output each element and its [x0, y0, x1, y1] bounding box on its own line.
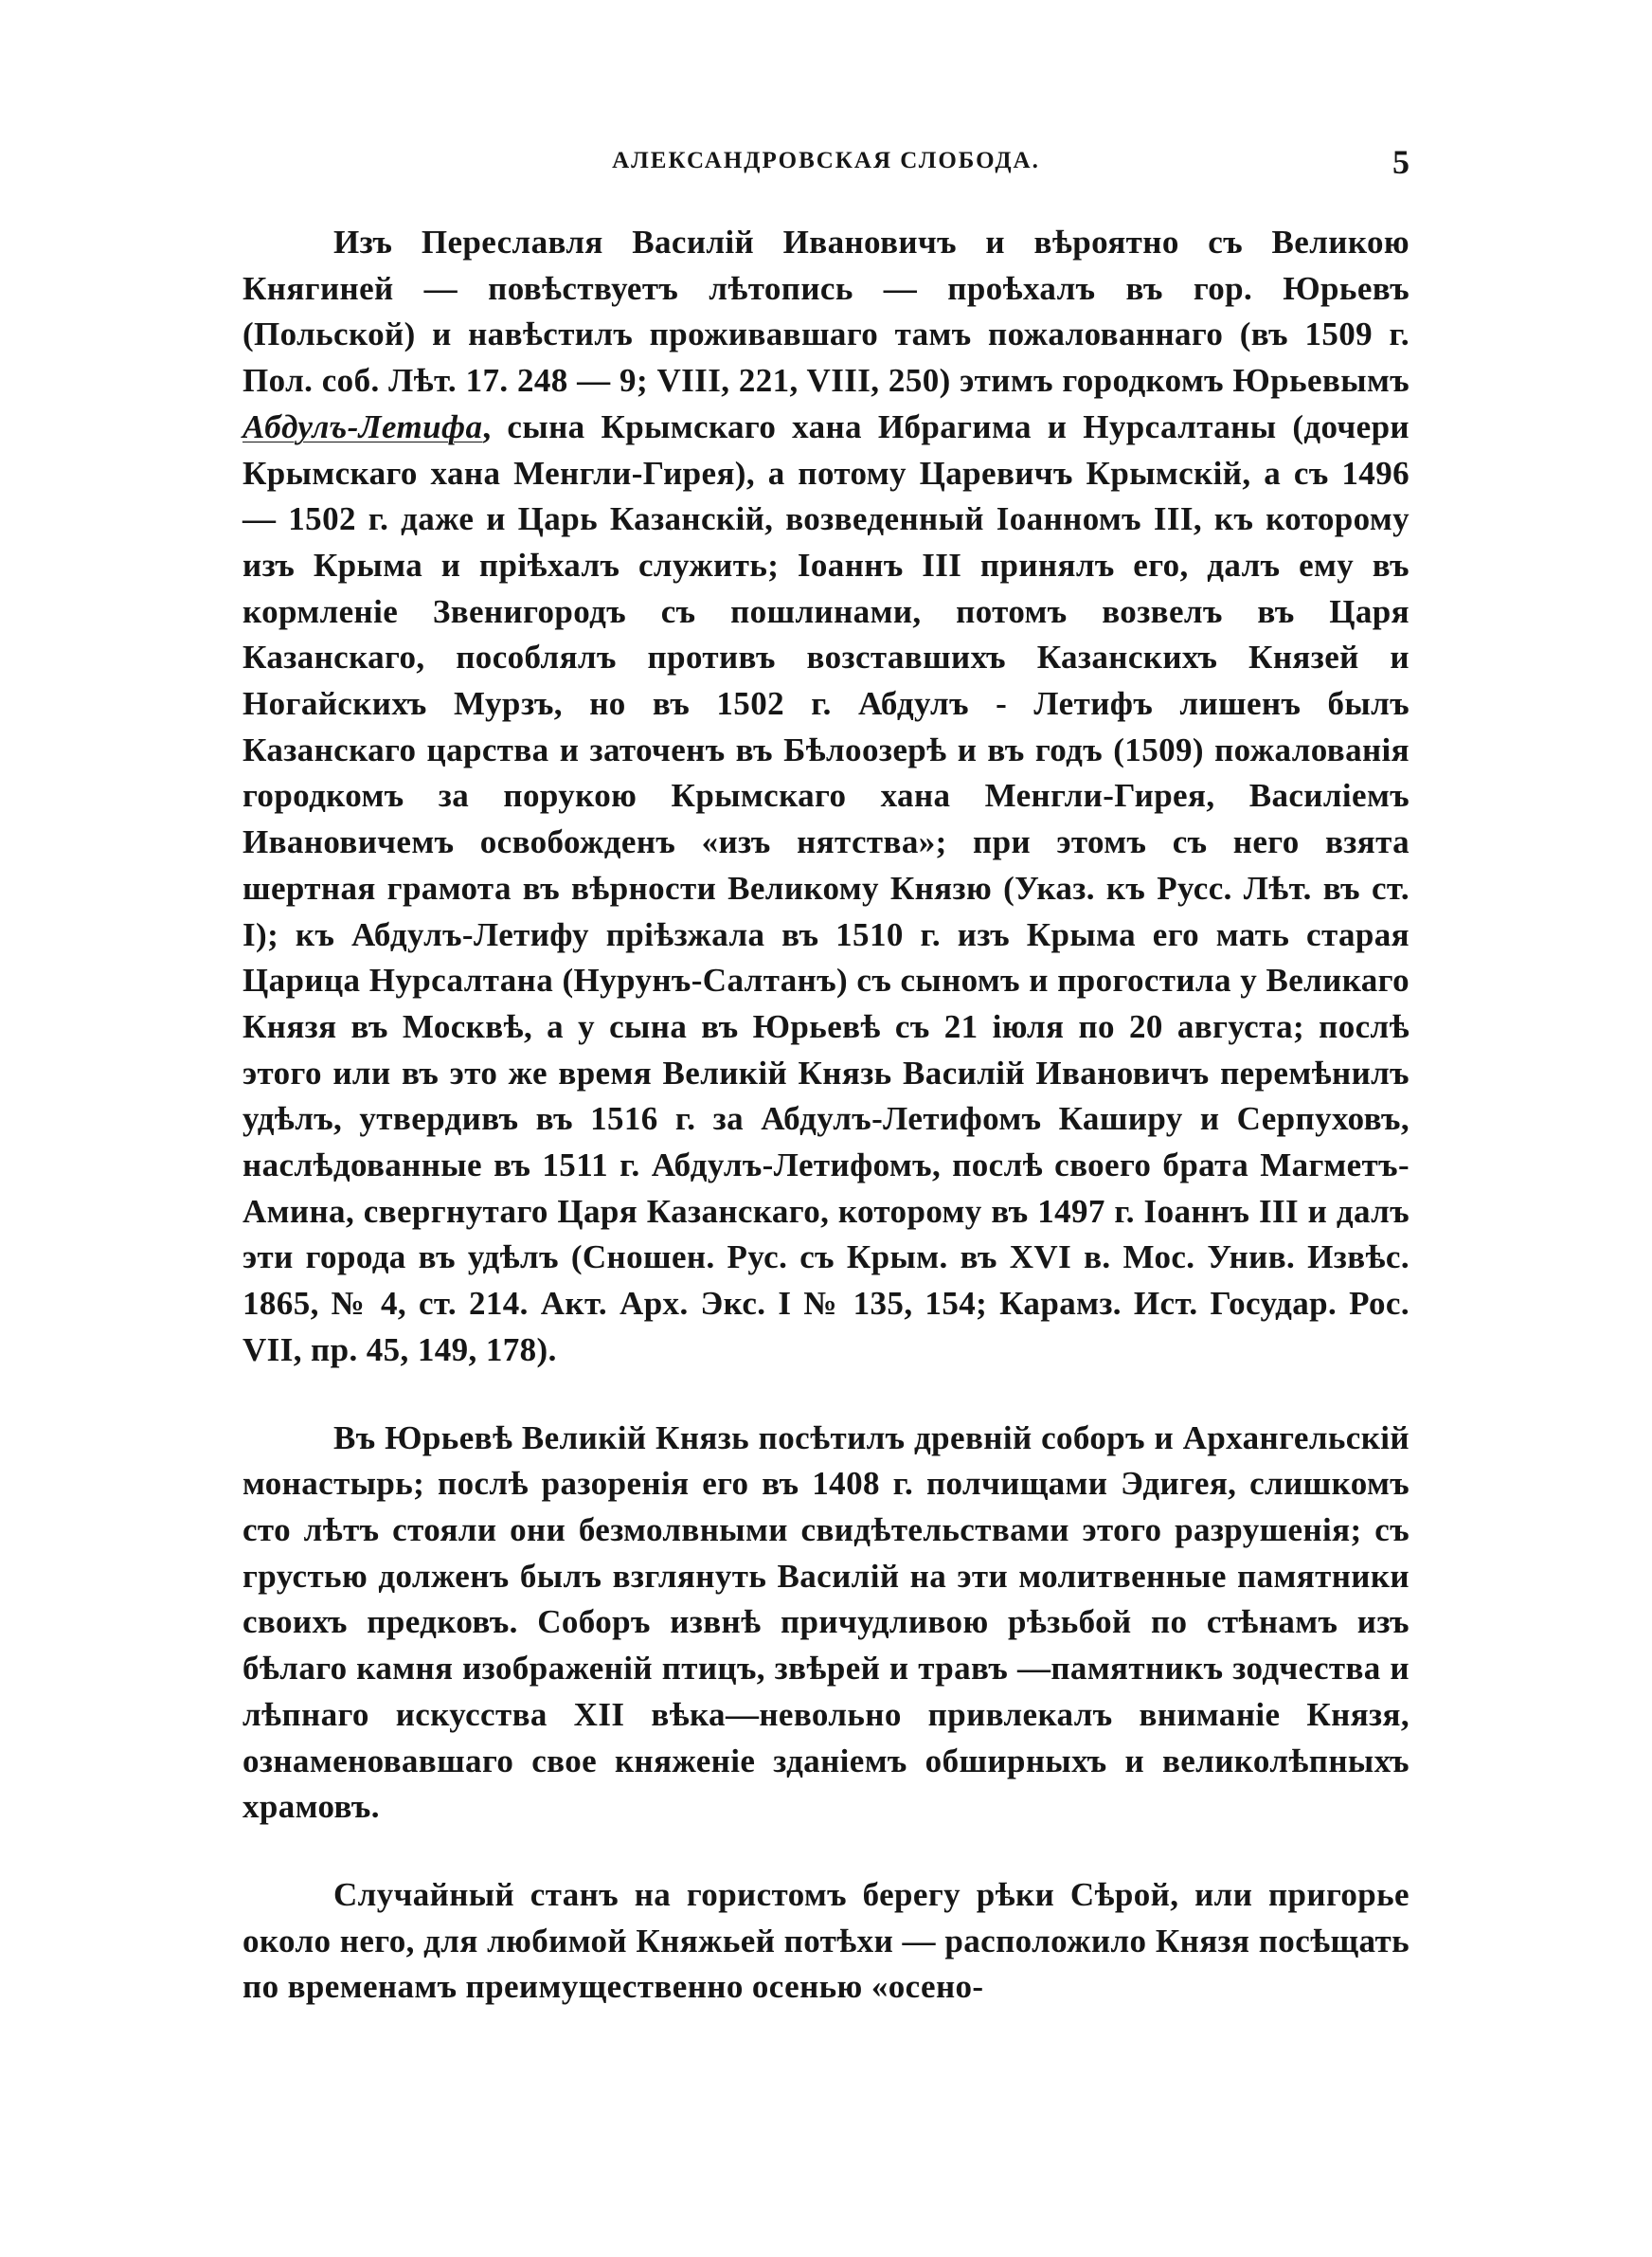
paragraph-1	[242, 220, 1410, 1374]
page-number: 5	[1392, 143, 1410, 181]
paragraph-1-text-a: Изъ Переславля Василій Ивановичъ и вѣроятно съ Великою Княгиней — повѣствуетъ лѣтопись — проѣхалъ въ гор. Юрьевъ (Польской) и навѣстилъ проживавшаго тамъ пожалованнаго (въ 1509 г. Пол. соб. Лѣт. 17. 248 — 9; VIII, 221, VIII, 250) этимъ городкомъ Юрьевымъ	[242, 224, 1410, 400]
body-text	[242, 220, 1410, 2011]
paragraph-1-text-b: , сына Крымскаго хана Ибрагима и Нурсалтаны (дочери Крымскаго хана Менгли-Гирея), а потому Царевичъ Крымскій, а съ 1496 — 1502 г. даже и Царь Казанскій, возведенный Іоанномъ III, къ которому изъ Крыма и пріѣхалъ служить; Іоаннъ III принялъ его, далъ ему въ кормленіе Звенигородъ съ пошлинами, потомъ возвелъ въ Царя Казанскаго, пособлялъ противъ возставшихъ Казанскихъ Князей и Ногайскихъ Мурзъ, но въ 1502 г. Абдулъ - Летифъ лишенъ былъ Казанскаго царства и заточенъ въ Бѣлоозерѣ и въ годъ (1509) пожалованія городкомъ за порукою Крымскаго хана Менгли-Гирея, Василіемъ Ивановичемъ освобожденъ «изъ нятства»; при этомъ съ него взята шертная грамота въ вѣрности Великому Князю (Указ. къ Русс. Лѣт. въ ст. I); къ Абдулъ-Летифу пріѣзжала въ 1510 г. изъ Крыма его мать старая Царица Нурсалтана (Нурунъ-Салтанъ) съ сыномъ и прогостила у Великаго Князя въ Москвѣ, а у сына въ Юрьевѣ съ 21 іюля по 20 августа; послѣ этого или въ это же время Великій Князь Василій Ивановичъ перемѣнилъ удѣлъ, утвердивъ въ 1516 г. за Абдулъ-Летифомъ Каширу и Серпуховъ, наслѣдованные въ 1511 г. Абдулъ-Летифомъ, послѣ своего брата Магметъ-Амина, свергнутаго Царя Казанскаго, которому въ 1497 г. Іоаннъ III и далъ эти города въ удѣлъ (Сношен. Рус. съ Крым. въ XVI в. Мос. Унив. Извѣс. 1865, № 4, ст. 214. Акт. Арх. Экс. I № 135, 154; Карамз. Ист. Государ. Рос. VII, пр. 45, 149, 178).	[242, 407, 1410, 1368]
paragraph-3: Случайный станъ на гористомъ берегу рѣки Сѣрой, или пригорье около него, для любимой Княжьей потѣхи — расположило Князя посѣщать по временамъ преимущественно осенью «осено-	[242, 1875, 1410, 2006]
running-title: АЛЕКСАНДРОВСКАЯ СЛОБОДА.	[612, 148, 1040, 173]
running-header	[242, 143, 1410, 186]
paragraph-2: Въ Юрьевѣ Великій Князь посѣтилъ древній соборъ и Архангельскій монастырь; послѣ разоренія его въ 1408 г. полчищами Эдигея, слишкомъ сто лѣтъ стояли они безмолвными свидѣтельствами этого разрушенія; съ грустью долженъ былъ взглянуть Василій на эти молитвенные памятники своихъ предковъ. Соборъ извнѣ причудливою рѣзьбой по стѣнамъ изъ бѣлаго камня изображеній птицъ, звѣрей и травъ —памятникъ зодчества и лѣпнаго искусства XII вѣка—невольно привлекалъ вниманіе Князя, ознаменовавшаго свое княженіе зданіемъ обширныхъ и великолѣпныхъ храмовъ.	[242, 1418, 1410, 1826]
italic-name-abdul-letif: Абдулъ-Летифа	[242, 407, 483, 445]
